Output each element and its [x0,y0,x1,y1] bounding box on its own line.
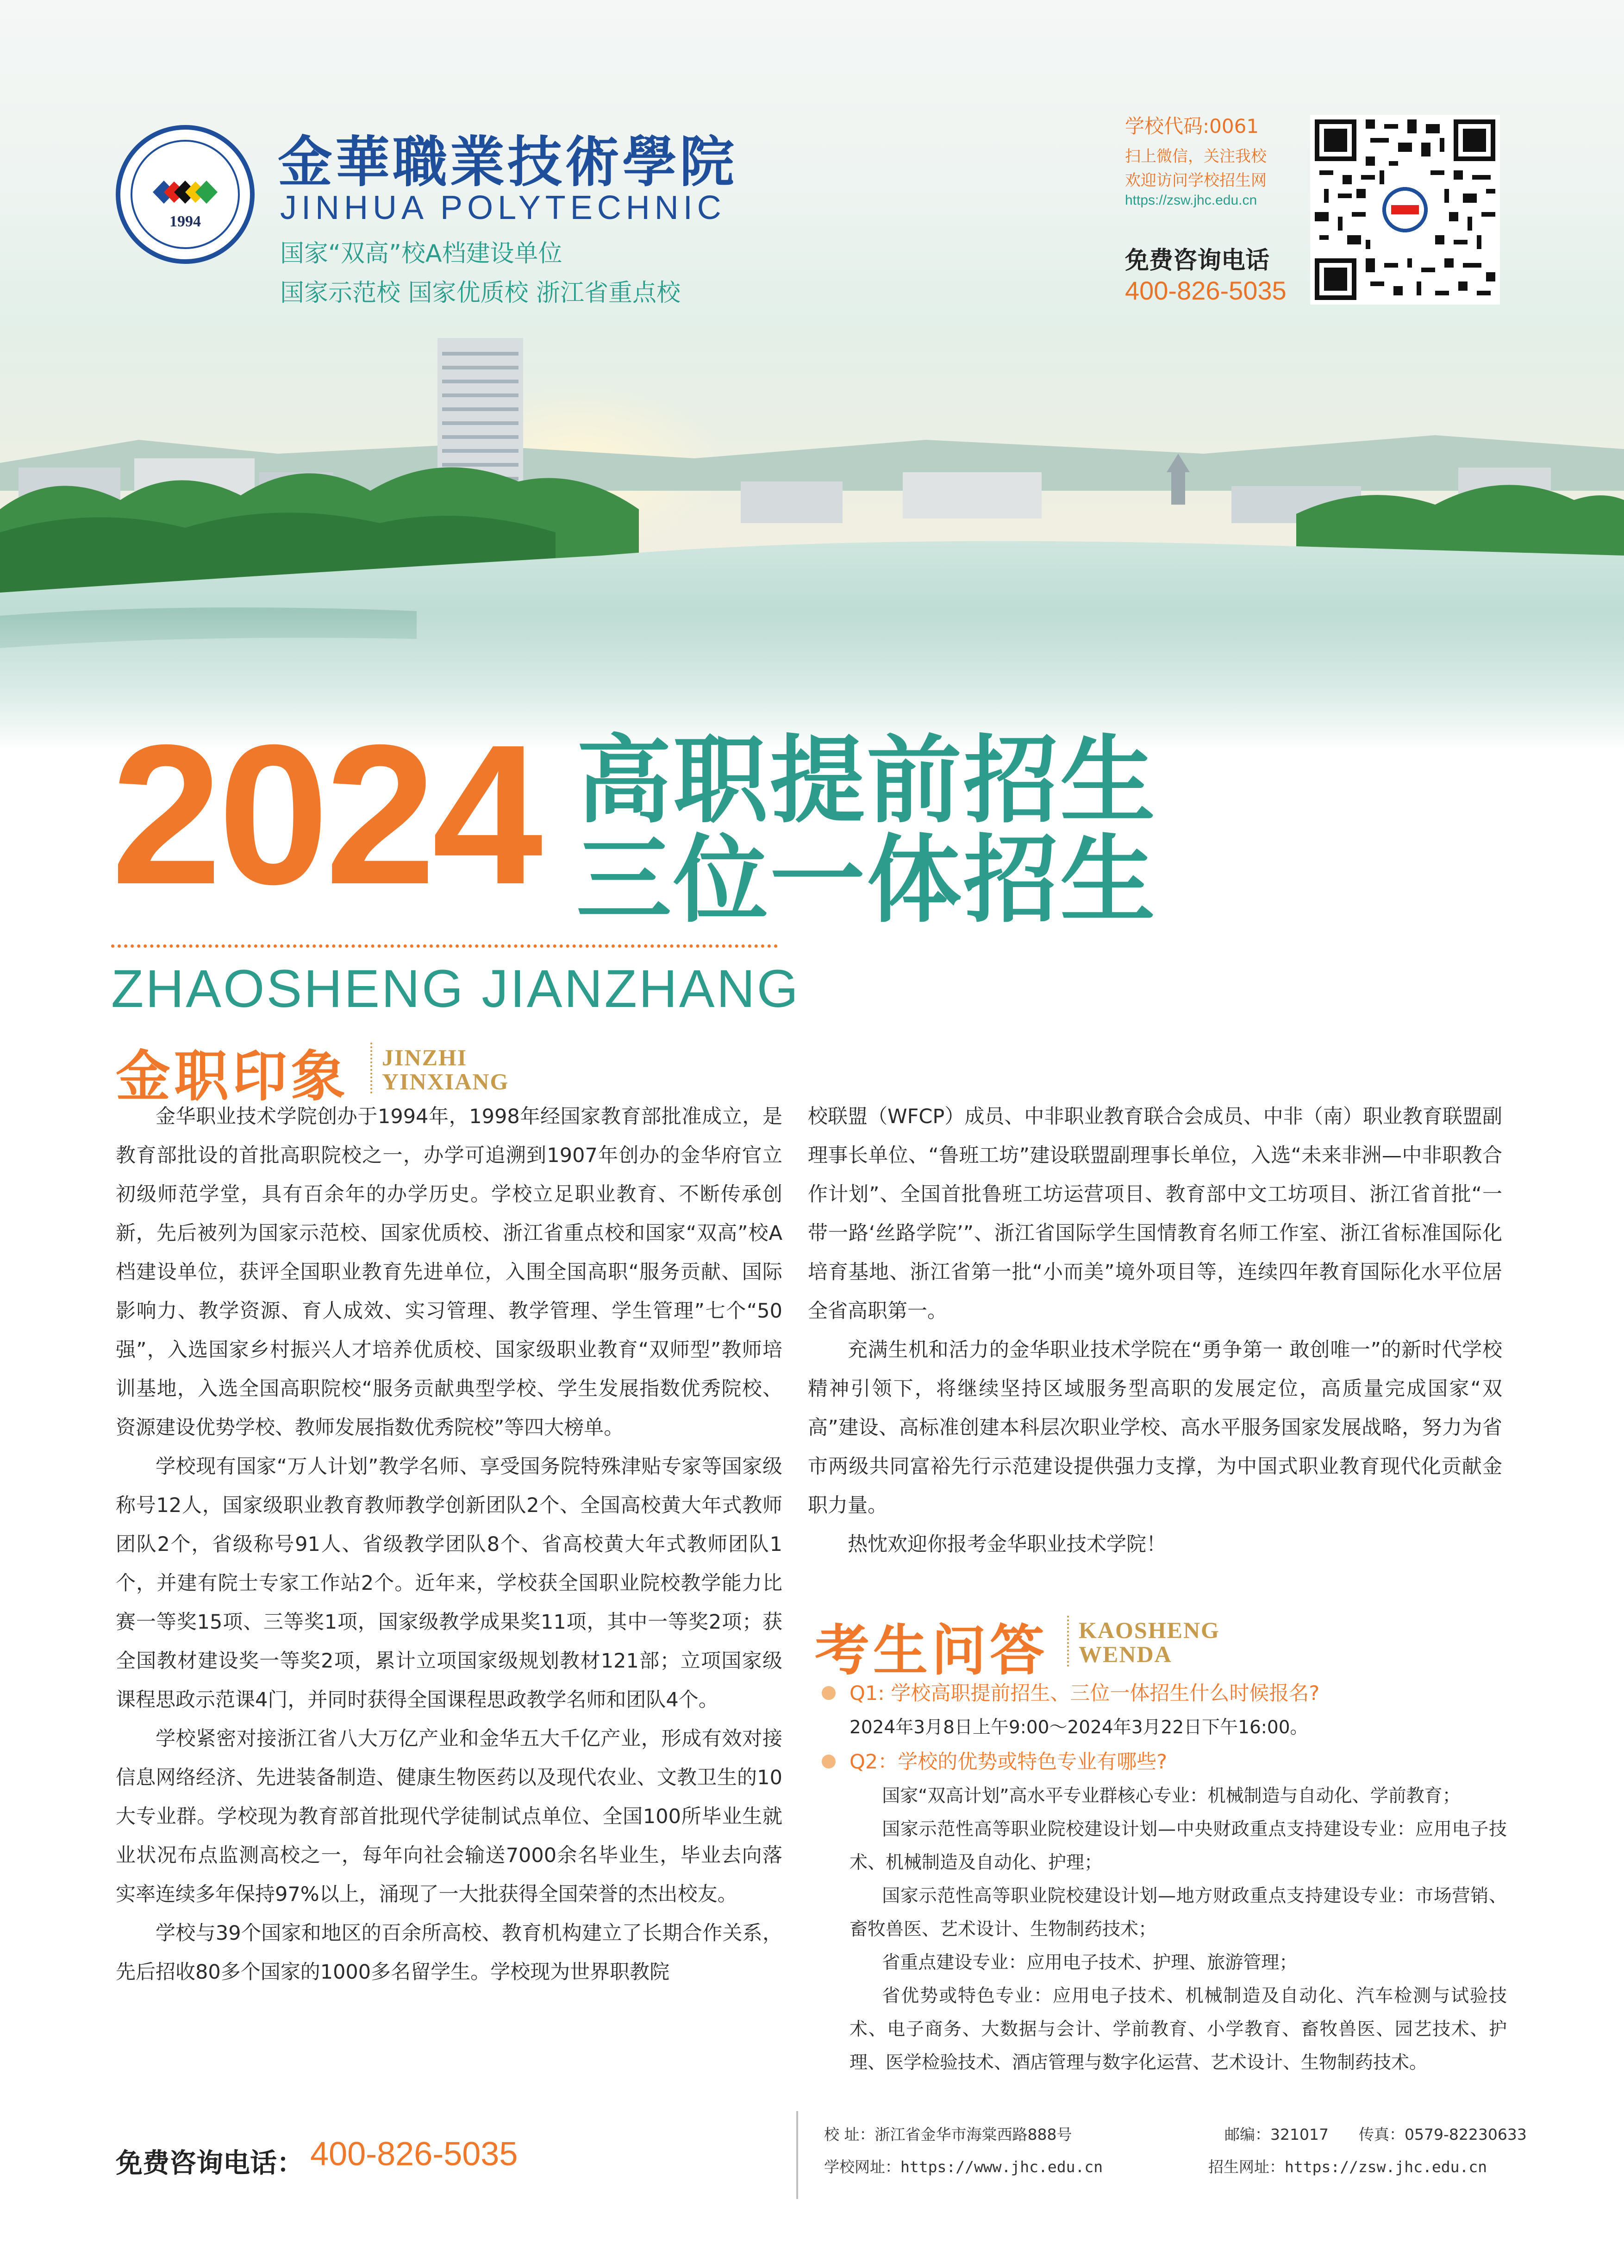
footer-divider [796,2111,798,2199]
footer-hotline-number[interactable]: 400-826-5035 [310,2136,518,2173]
section-title-en-1: JINZHI [382,1044,468,1070]
intro-paragraph: 充满生机和活力的金华职业技术学院在“勇争第一 敢创唯一”的新时代学校精神引领下，将继续坚持区域服务型高职的发展定位，高质量完成国家“双高”建设、高标准创建本科层次职业学校、高水平服务国家发展战略，努力为省市两级共同富裕先行示范建设提供强力支撑，为中国式职业教育现代化贡献金职力量。 [808,1338,1502,1517]
qa-block [822,1676,1507,2080]
section-title-divider [370,1043,372,1093]
bullet-dot-icon [822,1755,836,1768]
bullet-dot-icon [822,1686,836,1700]
answer-item: 国家示范性高等职业院校建设计划—地方财政重点支持建设专业：市场营销、畜牧兽医、艺术设计、生物制药技术； [849,1886,1507,1940]
section-title-impression: 金职印象 [116,1044,350,1108]
logo-diamonds-icon [153,176,218,208]
intro-left-column [116,1097,782,1992]
answer-item: 省重点建设专业：应用电子技术、护理、旅游管理； [882,1952,1298,1973]
school-name-cn: 金華職業技術學院 [278,130,737,194]
answer-item: 省优势或特色专业：应用电子技术、机械制造及自动化、汽车检测与试验技术、电子商务、大数据与会计、学前教育、小学教育、畜牧兽医、园艺技术、护理、医学检验技术、酒店管理与数字化运营、艺术设计、生物制药技术。 [849,1986,1507,2073]
intro-paragraph: 热忱欢迎你报考金华职业技术学院！ [848,1533,1166,1556]
intro-paragraph: 学校紧密对接浙江省八大万亿产业和金华五大千亿产业，形成有效对接信息网络经济、先进装备制造、健康生物医药以及现代农业、文教卫生的10大专业群。学校现为教育部首批现代学徒制试点单位、全国100所毕业生就业状况布点监测高校之一，每年向社会输送7000余名毕业生，毕业去向落实率连续多年保持97%以上，涌现了一大批获得全国荣誉的杰出校友。 [116,1727,782,1906]
answer-2 [822,1780,1507,2080]
honors-line-1: 国家“双高”校A档建设单位 [280,240,562,268]
section-title-qa: 考生问答 [815,1618,1049,1682]
title-line-1: 高职提前招生 [576,726,1157,836]
answer-item: 国家“双高计划”高水平专业群核心专业：机械制造与自动化、学前教育； [882,1786,1461,1806]
honors-line-2: 国家示范校 国家优质校 浙江省重点校 [280,279,681,307]
footer-fax: 传真：0579-82230633 [1359,2125,1527,2143]
section-title-en-1: KAOSHENG [1079,1617,1220,1643]
footer-website[interactable]: 学校网址：https://www.jhc.edu.cn [824,2158,1103,2176]
question-1: Q1: 学校高职提前招生、三位一体招生什么时候报名? [822,1676,1507,1711]
scan-wechat-text: 扫上微信，关注我校 [1125,147,1267,166]
intro-paragraph: 学校现有国家“万人计划”教学名师、享受国务院特殊津贴专家等国家级称号12人，国家级职业教育教师教学创新团队2个、全国高校黄大年式教师团队2个，省级称号91人、省级教学团队8个、省高校黄大年式教师团队1个，并建有院士专家工作站2个。近年来，学校获全国职业院校教学能力比赛一等奖15项、三等奖1项，国家级教学成果奖11项，其中一等奖2项；获全国教材建设奖一等奖2项，累计立项国家级规划教材121部；立项国家级课程思政示范课4门，并同时获得全国课程思政教学名师和团队4个。 [116,1455,782,1712]
school-code: 学校代码:0061 [1125,115,1259,137]
title-line-2: 三位一体招生 [576,825,1157,936]
intro-paragraph: 金华职业技术学院创办于1994年，1998年经国家教育部批准成立，是教育部批设的首批高职院校之一，办学可追溯到1907年创办的金华府官立初级师范学堂，具有百余年的办学历史。学校立足职业教育、不断传承创新，先后被列为国家示范校、国家优质校、浙江省重点校和国家“双高”校A档建设单位，获评全国职业教育先进单位，入围全国高职“服务贡献、国际影响力、教学资源、育人成效、实习管理、教学管理、学生管理”七个“50强”，入选国家乡村振兴人才培养优质校、国家级职业教育“双师型”教师培训基地，入选全国高职院校“服务贡献典型学校、学生发展指数优秀院校、资源建设优势学校、教师发展指数优秀院校”等四大榜单。 [116,1105,783,1439]
title-pinyin: ZHAOSHENG JIANZHANG [111,959,800,1018]
section-title-divider [1067,1616,1069,1667]
intro-right-column [808,1097,1502,1564]
footer-admission-site[interactable]: 招生网址：https://zsw.jhc.edu.cn [1208,2158,1487,2176]
admission-url[interactable]: https://zsw.jhc.edu.cn [1125,193,1257,208]
intro-paragraph: 校联盟（WFCP）成员、中非职业教育联合会成员、中非（南）职业教育联盟副理事长单位、“鲁班工坊”建设联盟副理事长单位，入选“未来非洲—中非职教合作计划”、全国首批鲁班工坊运营项目、教育部中文工坊项目、浙江省首批“一带一路‘丝路学院’”、浙江省国际学生国情教育名师工作室、浙江省标准国际化培育基地、浙江省第一批“小而美”境外项目等，连续四年教育国际化水平位居全省高职第一。 [808,1105,1502,1323]
section-title-en-2: WENDA [1079,1641,1172,1667]
answer-item: 国家示范性高等职业院校建设计划—中央财政重点支持建设专业：应用电子技术、机械制造及自动化、护理； [849,1819,1507,1873]
footer-postcode: 邮编：321017 [1224,2125,1329,2143]
qr-code-icon[interactable] [1310,115,1500,305]
hotline-number[interactable]: 400-826-5035 [1125,276,1287,305]
logo-year: 1994 [169,213,201,230]
footer-address: 校 址：浙江省金华市海棠西路888号 [824,2125,1072,2143]
campus-lake-illustration [0,315,1624,750]
footer-hotline-label: 免费咨询电话： [116,2147,304,2179]
intro-paragraph: 学校与39个国家和地区的百余所高校、教育机构建立了长期合作关系，先后招收80多个国家的1000多名留学生。学校现为世界职教院 [116,1922,782,1984]
title-year: 2024 [111,704,539,926]
section-title-en-2: YINXIANG [382,1068,509,1094]
visit-site-text: 欢迎访问学校招生网 [1125,171,1267,190]
hotline-label: 免费咨询电话 [1125,247,1270,275]
answer-1: 2024年3月8日上午9:00～2024年3月22日下午16:00。 [849,1717,1308,1738]
question-2: Q2：学校的优势或特色专业有哪些? [822,1744,1507,1780]
title-dotted-divider [111,944,778,948]
school-logo [116,125,255,264]
school-name-en: JINHUA POLYTECHNIC [280,189,726,226]
